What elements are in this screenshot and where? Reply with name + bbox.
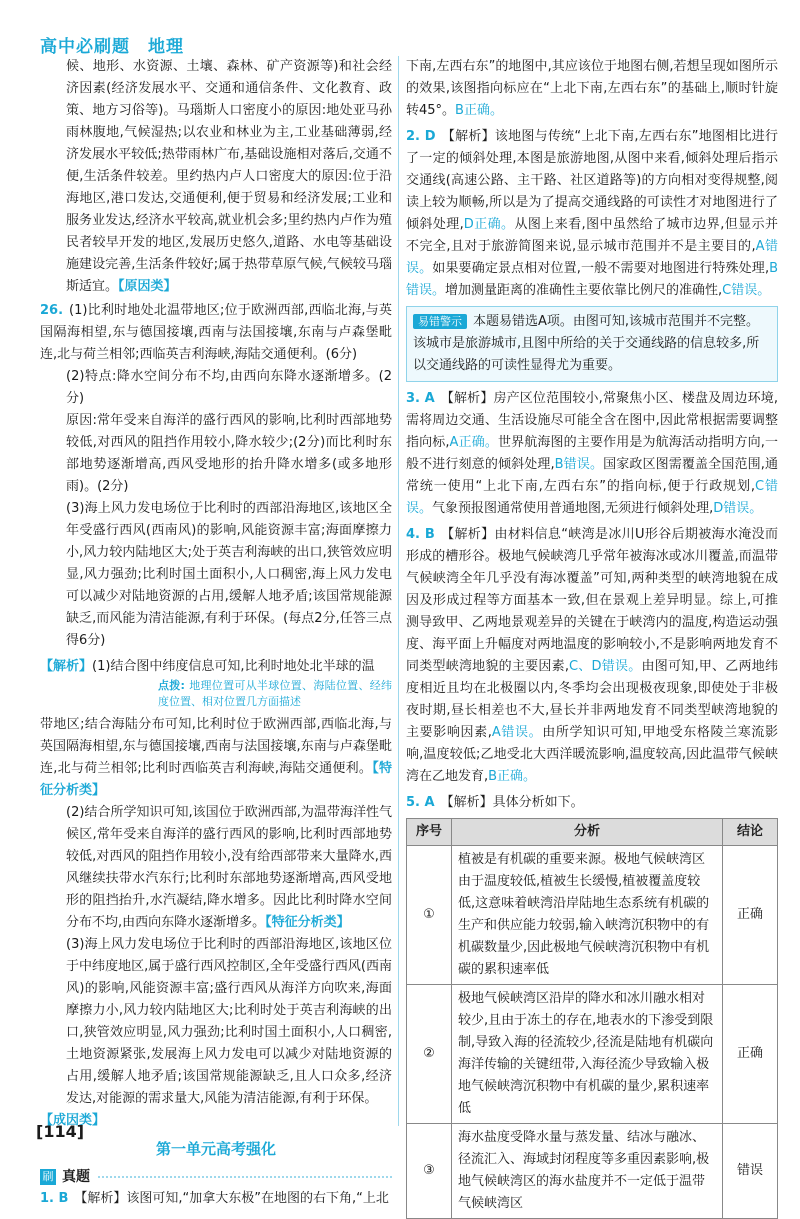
question-number: 1. B (40, 1191, 69, 1206)
question-number: 2. D (406, 129, 436, 144)
table-header: 序号 (407, 819, 452, 846)
q3-answer: 3. A 【解析】房产区位范围较小,常聚焦小区、楼盘及周边环境,需将周边交通、生活设施尽可能全含在图中,因此常根据需要调整指向标,A正确。世界航海图的主要作用是为航海活动指明方向,一般不进行刻意的倾斜处理,B错误。国家政区图需覆盖全国范围,通常统一使用“上北下南,左西右东”的指向标,便于行政规划,C错误。气象预报图通常使用普通地图,无须进行倾斜处理,D错误。 (406, 391, 779, 516)
section-title: 第一单元高考强化 (155, 1140, 276, 1158)
analysis-table (406, 818, 778, 1219)
q26-analysis-2: (2)结合所学知识可知,该国位于欧洲西部,为温带海洋性气候区,常年受来自海洋的盛行西风的影响,比利时西部地势较低,对西风的阻挡作用较小,没有给西部带来大量降水,西风继续扶带水汽东行;比利时东部地势逐渐增高,西风受地形的阻挡抬升,水汽凝结,降水增多。因此比利时降水空间分布不均,由西向东降水逐渐增多。【特征分析类】 (66, 805, 392, 930)
question-number: 26. (40, 303, 64, 318)
page-number: [114] (36, 1122, 85, 1141)
table-cell-analysis: 植被是有机碳的重要来源。极地气候峡湾区由于温度较低,植被生长缓慢,植被覆盖度较低,这意味着峡湾沿岸陆地生态系统有机碳的生产和供应能力较弱,输入峡湾沉积物中的有机碳数量少,因此极地气候峡湾沉积物中有机碳的累积速率低 (452, 846, 723, 985)
category-tag: 【特征分析类】 (40, 761, 392, 798)
book-title: 高中必刷题 地理 (40, 37, 184, 57)
table-cell-analysis: 海水盐度受降水量与蒸发量、结冰与融冰、径流汇入、海域封闭程度等多重因素影响,极地气候峡湾区的海水盐度并不一定低于温带气候峡湾区 (452, 1124, 723, 1219)
q1-answer: 1. B 【解析】该图可知,“加拿大东极”在地图的右下角,“上北 (40, 1191, 389, 1206)
column-divider (398, 56, 399, 1126)
question-number: 3. A (406, 391, 435, 406)
q26-answer-2: (2)特点:降水空间分布不均,由西向东降水逐渐增多。(2分) (66, 369, 392, 406)
hint-label: 点拨: (158, 679, 185, 692)
table-cell-result: 错误 (723, 1124, 778, 1219)
real-questions-header (40, 1166, 392, 1188)
q26-analysis-1b: 带地区;结合海陆分布可知,比利时位于欧洲西部,西临北海,与英国隔海相望,东与德国接壤,西南与法国接壤,东南与卢森堡毗连,北与荷兰相邻;比利时西临英吉利海峡,海陆交通便利。【特征分析类】 (40, 717, 392, 798)
q26-answer-3: 原因:常年受来自海洋的盛行西风的影响,比利时西部地势较低,对西风的阻挡作用较小,降水较少;(2分)而比利时东部地势逐渐增高,西风受地形的抬升降水增多(或多地形雨)。(2分) (66, 413, 392, 494)
brush-icon: 刷 (40, 1169, 56, 1185)
answer-continuation: 候、地形、水资源、土壤、森林、矿产资源等)和社会经济因素(经济发展水平、交通和通信条件、文化教育、政策、地方习俗等)。马瑙斯人口密度小的原因:地处亚马孙雨林腹地,气候湿热;以农业和林业为主,工业基础薄弱,经济发展水平较低;热带雨林广布,基础设施相对落后,交通不便,生活条件较差。里约热内卢人口密度大的原因:位于沿海地区,港口发达,交通便利,便于贸易和经济发展;工业和服务业发达,经济水平较高,就业机会多;里约热内卢作为殖民者较早开发的地区,发展历史悠久,道路、水电等基础设施建设完善,生活条件较好;属于热带草原气候,气候较马瑙斯适宜。【原因类】 (66, 59, 392, 294)
error-warning-box (406, 306, 778, 382)
q26-analysis-3: (3)海上风力发电场位于比利时的西部沿海地区,该地区位于中纬度地区,属于盛行西风控制区,全年受盛行西风(西南风)的影响,风能资源丰富;盛行西风从海洋方向吹来,海面摩擦力小,风力较内陆地区大;比利时处于英吉利海峡的出口,狭管效应明显,风力强劲;比利时国土面积小,人口稠密,土地资源紧张,发展海上风力发电可以减少对陆地资源的占用,缓解人地矛盾;该国常规能源缺乏,且人口众多,经济发达,对能源的需求量大,风能为清洁能源,有利于环保。 (66, 937, 392, 1106)
category-tag: 【成因类】 (40, 1113, 106, 1128)
table-cell-result: 正确 (723, 985, 778, 1124)
q5-answer: 5. A 【解析】具体分析如下。 (406, 795, 584, 810)
q26-analysis-3-tag (40, 1110, 392, 1132)
analysis-label: 【解析】 (40, 659, 93, 674)
left-column (40, 56, 392, 1210)
q26-analysis-1: 【解析】(1)结合图中纬度信息可知,比利时地处北半球的温 (40, 659, 375, 674)
table-header: 分析 (452, 819, 723, 846)
q2-answer: 2. D 【解析】该地图与传统“上北下南,左西右东”地图相比进行了一定的倾斜处理,本图是旅游地图,从图中来看,倾斜处理后指示交通线(高速公路、主干路、社区道路等)的方向相对变得规整,阅读上较为顺畅,所以是为了提高交通线路的可读性才对地图进行了倾斜处理,D正确。从图上来看,图中虽然给了城市边界,但显示并不完全,且对于旅游简图来说,显示城市范围并不是主要目的,A错误。如果要确定景点相对位置,一般不需要对地图进行特殊处理,B错误。增加测量距离的准确性主要依靠比例尺的准确性,C错误。 (406, 129, 779, 298)
q26-answer-4: (3)海上风力发电场位于比利时的西部沿海地区,该地区全年受盛行西风(西南风)的影响,风能资源丰富;海面摩擦力小,风力较内陆地区大;处于英吉利海峡的出口,狭管效应明显,风力强劲;比利时国土面积小,人口稠密,海上风力发电可以减少对陆地资源的占用,缓解人地矛盾;该国常规能源缺乏,而风能为清洁能源,有利于环保。(每点2分,任答三点得6分) (66, 501, 392, 648)
warning-text: 本题易错选A项。由图可知,该城市范围并不完整。该城市是旅游城市,且图中所给的关于交通线路的信息较多,所以交通线路的可读性显得尤为重要。 (413, 314, 760, 373)
table-row (407, 985, 778, 1124)
category-tag: 【特征分析类】 (265, 915, 350, 930)
real-questions-label: 真题 (62, 1169, 90, 1185)
table-cell-index: ③ (407, 1124, 452, 1219)
question-number: 4. B (406, 527, 435, 542)
right-column (406, 56, 778, 1219)
q1-answer-cont: 下南,左西右东”的地图中,其应该位于地图右侧,若想呈现如图所示的效果,该图指向标应在“上北下南,左西右东”的基础上,顺时针旋转45°。B正确。 (406, 59, 778, 118)
table-header: 结论 (723, 819, 778, 846)
table-cell-result: 正确 (723, 846, 778, 985)
table-cell-index: ② (407, 985, 452, 1124)
table-cell-analysis: 极地气候峡湾区沿岸的降水和冰川融水相对较少,且由于冻土的存在,地表水的下渗受到限制,导致入海的径流较少,径流是陆地有机碳向海洋传输的关键纽带,入海径流少导致输入极地气候峡湾沉积物中有机碳的量少,累积速率低 (452, 985, 723, 1124)
question-number: 5. A (406, 795, 435, 810)
table-cell-index: ① (407, 846, 452, 985)
table-row (407, 1124, 778, 1219)
hint-note: 点拨: 地理位置可从半球位置、海陆位置、经纬度位置、相对位置几方面描述 (158, 679, 393, 708)
q4-answer: 4. B 【解析】由材料信息“峡湾是冰川U形谷后期被海水淹没而形成的槽形谷。极地气候峡湾几乎常年被海冰或冰川覆盖,而温带气候峡湾全年几乎没有海冰覆盖”可知,两种类型的峡湾地貌在成因及形成过程等方面基本一致,但在景观上差异明显。综上,可推测导致甲、乙两地景观差异的关键在于峡湾内的温度,构造运动强度、海平面上升幅度对两地温度的影响较小,不是影响两地发育不同类型峡湾地貌的主要因素,C、D错误。由图可知,甲、乙两地纬度相近且均在北极圈以内,冬季均会出现极夜现象,即使处于非极夜时期,昼长相差也不大,昼长并非两地发育不同类型峡湾地貌的主要影响因素,A错误。由所学知识可知,甲地受东格陵兰寒流影响,温度较低;乙地受北大西洋暖流影响,温度较高,因此温带气候峡湾在乙地发育,B正确。 (406, 527, 778, 784)
warning-label: 易错警示 (413, 314, 467, 329)
category-tag: 【原因类】 (118, 279, 177, 294)
table-row (407, 846, 778, 985)
q26-answer-1: 26. (1)比利时地处北温带地区;位于欧洲西部,西临北海,与英国隔海相望,东与德国接壤,西南与法国接壤,东南与卢森堡毗连,北与荷兰相邻;西临英吉利海峡,海陆交通便利。(6分) (40, 303, 392, 362)
